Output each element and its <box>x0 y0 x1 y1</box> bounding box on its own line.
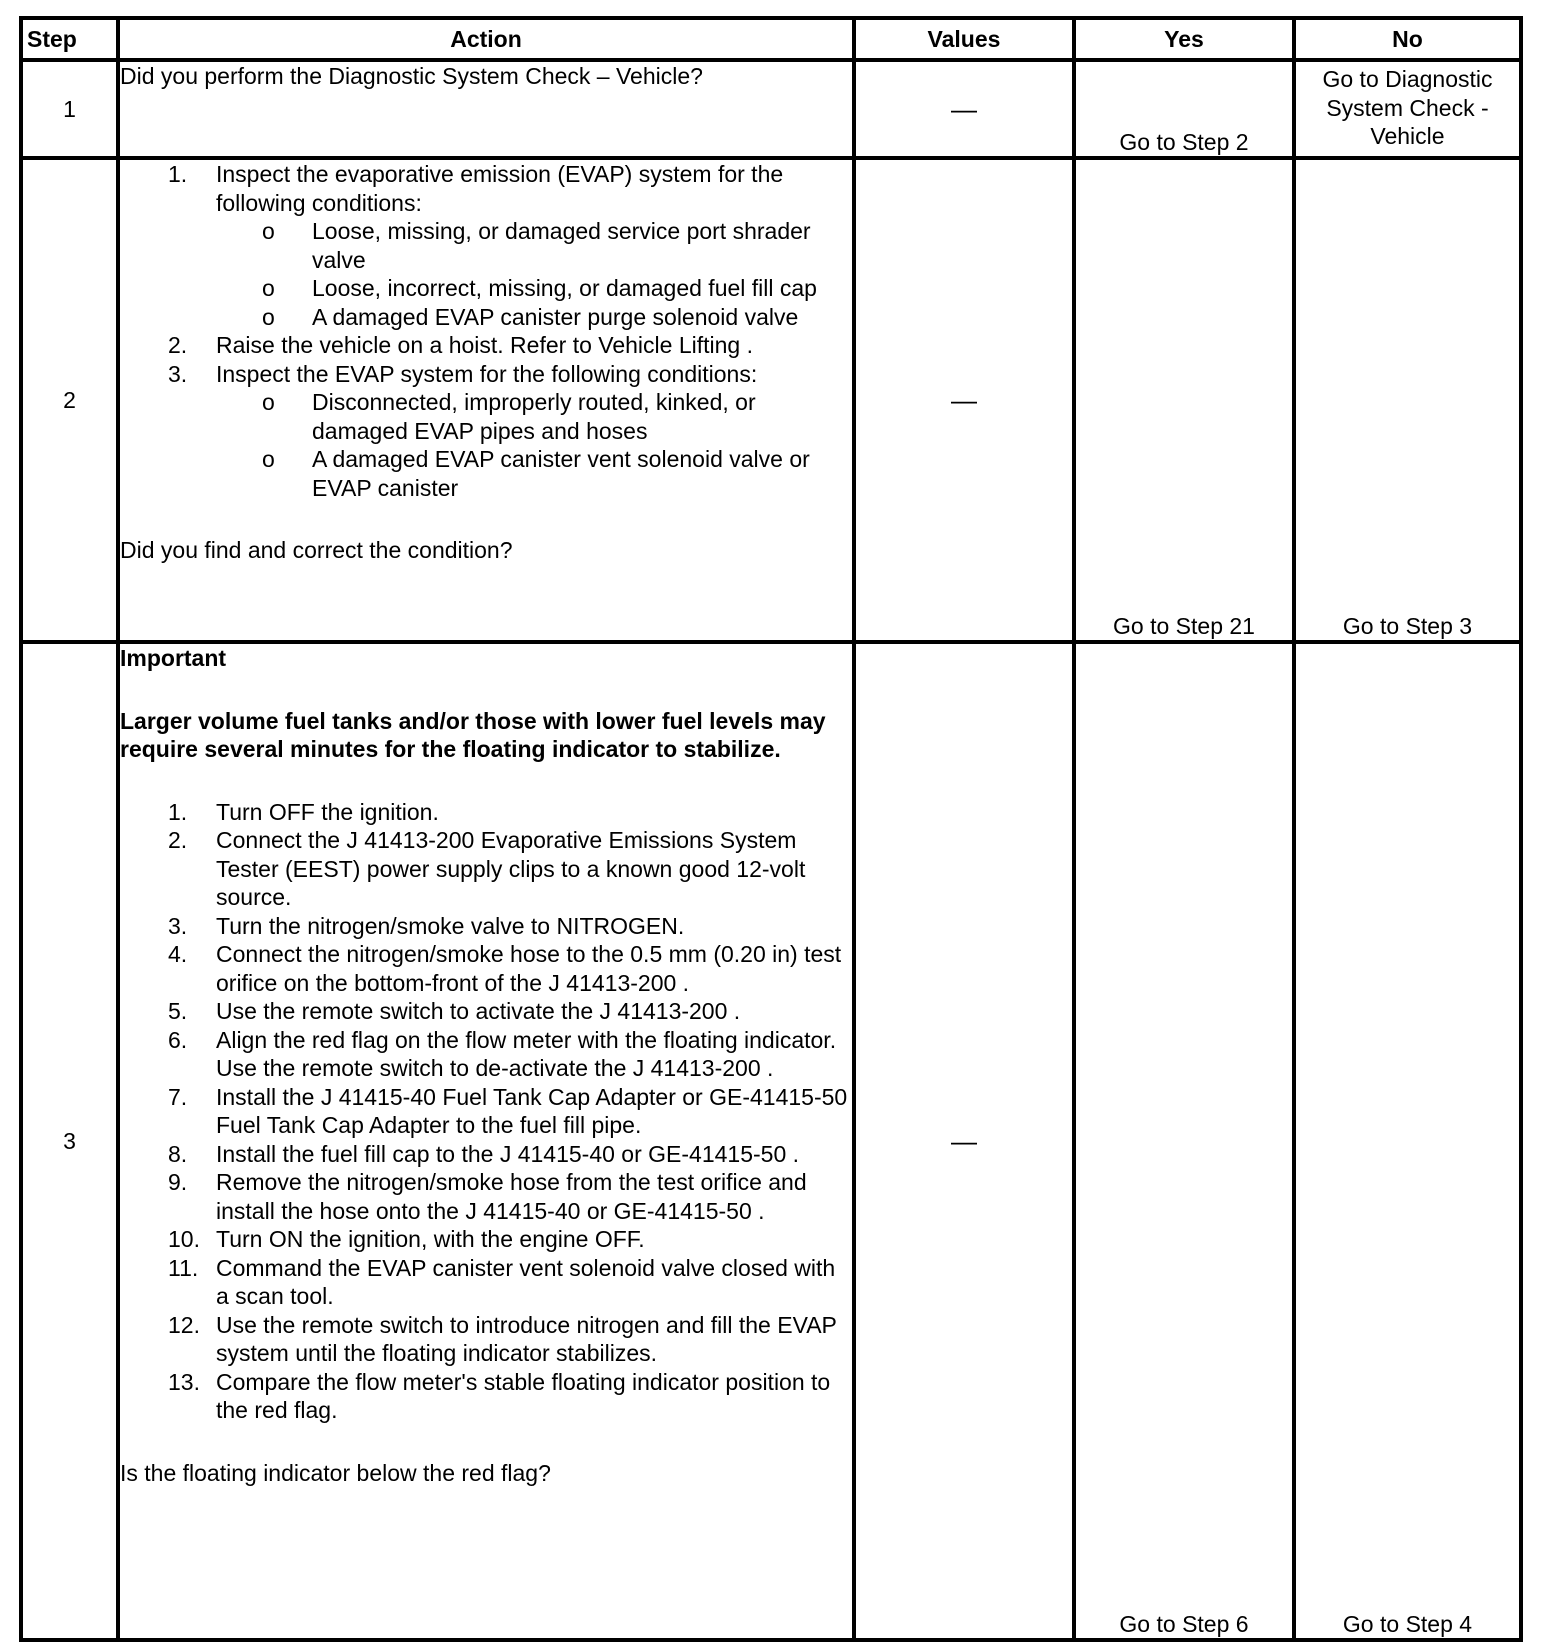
table-row <box>21 60 1521 158</box>
yes-cell: Go to Step 2 <box>1074 60 1294 158</box>
no-cell: Go to Diagnostic System Check - Vehicle <box>1294 60 1521 158</box>
step-number: 2 <box>21 158 118 642</box>
list-item-number: 7. <box>168 1083 188 1110</box>
sub-list-item-text: A damaged EVAP canister purge solenoid valve <box>312 303 799 330</box>
important-title: Important <box>120 645 227 671</box>
values-cell: — <box>854 158 1074 642</box>
no-cell: Go to Step 3 <box>1294 158 1521 642</box>
list-item-text: Use the remote switch to activate the J 41413-200 . <box>216 998 741 1024</box>
sub-list <box>216 217 852 331</box>
important-text: Larger volume fuel tanks and/or those with lower fuel levels may require several minutes for the floating indicator to stabilize. <box>120 707 826 762</box>
no-cell: Go to Step 4 <box>1294 642 1521 1640</box>
list-item-text: Compare the flow meter's stable floating indicator position to the red flag. <box>216 1368 831 1423</box>
bullet-icon: o <box>262 389 275 415</box>
list-item <box>120 912 852 941</box>
list-item-number: 5. <box>168 998 188 1024</box>
action-question: Is the floating indicator below the red flag? <box>120 1459 551 1486</box>
list-item-text: Inspect the evaporative emission (EVAP) system for the following conditions: <box>216 161 784 216</box>
header-action: Action <box>118 18 854 60</box>
list-item <box>120 1168 852 1225</box>
action-cell <box>118 642 854 1640</box>
list-item <box>120 1311 852 1368</box>
sub-list-item <box>216 274 852 303</box>
list-item-text: Turn ON the ignition, with the engine OFF. <box>216 1226 645 1252</box>
sub-list-item-text: Disconnected, improperly routed, kinked, or damaged EVAP pipes and hoses <box>312 389 756 444</box>
yes-cell: Go to Step 21 <box>1074 158 1294 642</box>
sub-list-item <box>216 388 852 445</box>
list-item <box>120 331 852 360</box>
list-item-number: 3. <box>168 912 188 939</box>
list-item-text: Raise the vehicle on a hoist. Refer to Vehicle Lifting . <box>216 332 753 358</box>
list-item <box>120 1254 852 1311</box>
bullet-icon: o <box>262 303 275 330</box>
sub-list-item <box>216 445 852 502</box>
list-item-text: Turn the nitrogen/smoke valve to NITROGEN. <box>216 912 685 939</box>
list-item-text: Connect the nitrogen/smoke hose to the 0.5 mm (0.20 in) test orifice on the bottom-front of the J 41413-200 . <box>216 941 842 996</box>
list-item-number: 2. <box>168 332 188 358</box>
list-item-text: Install the J 41415-40 Fuel Tank Cap Adapter or GE-41415-50 Fuel Tank Cap Adapter to the fuel fill pipe. <box>216 1083 848 1138</box>
header-no: No <box>1294 18 1521 60</box>
list-item-number: 8. <box>168 1140 188 1167</box>
diagnostic-table <box>19 16 1523 1642</box>
yes-cell: Go to Step 6 <box>1074 642 1294 1640</box>
header-row <box>21 18 1521 60</box>
list-item-number: 2. <box>168 827 188 853</box>
bullet-icon: o <box>262 446 275 472</box>
action-cell <box>118 60 854 158</box>
sub-list-item-text: Loose, missing, or damaged service port shrader valve <box>312 218 811 273</box>
action-list <box>120 160 852 502</box>
list-item-number: 4. <box>168 941 188 967</box>
sub-list-item-text: Loose, incorrect, missing, or damaged fuel fill cap <box>312 275 817 301</box>
action-list <box>120 798 852 1425</box>
list-item-text: Install the fuel fill cap to the J 41415-40 or GE-41415-50 . <box>216 1140 800 1167</box>
list-item-number: 9. <box>168 1169 188 1195</box>
list-item-number: 1. <box>168 161 188 187</box>
step-number: 3 <box>21 642 118 1640</box>
list-item-text: Use the remote switch to introduce nitrogen and fill the EVAP system until the floating indicator stabilizes. <box>216 1311 837 1366</box>
list-item <box>120 1026 852 1083</box>
step-number: 1 <box>21 60 118 158</box>
action-question: Did you perform the Diagnostic System Check – Vehicle? <box>120 63 703 89</box>
sub-list-item <box>216 303 852 332</box>
list-item-text: Connect the J 41413-200 Evaporative Emissions System Tester (EEST) power supply clips to a known good 12-volt source. <box>216 827 806 910</box>
sub-list <box>216 388 852 502</box>
bullet-icon: o <box>262 218 275 244</box>
list-item-text: Inspect the EVAP system for the following conditions: <box>216 360 758 387</box>
list-item-number: 6. <box>168 1026 188 1053</box>
list-item <box>120 1225 852 1254</box>
list-item-number: 1. <box>168 798 188 825</box>
list-item-text: Command the EVAP canister vent solenoid valve closed with a scan tool. <box>216 1254 836 1309</box>
header-step: Step <box>21 18 118 60</box>
header-values: Values <box>854 18 1074 60</box>
list-item <box>120 1140 852 1169</box>
list-item <box>120 940 852 997</box>
list-item <box>120 360 852 503</box>
table-row <box>21 158 1521 642</box>
list-item-number: 11. <box>168 1254 199 1281</box>
list-item-text: Align the red flag on the flow meter with the floating indicator. Use the remote switch to de-activate the J 41413-200 . <box>216 1026 837 1081</box>
list-item <box>120 798 852 827</box>
bullet-icon: o <box>262 275 275 301</box>
values-cell: — <box>854 642 1074 1640</box>
action-question: Did you find and correct the condition? <box>120 537 513 563</box>
sub-list-item <box>216 217 852 274</box>
list-item-text: Remove the nitrogen/smoke hose from the test orifice and install the hose onto the J 41415-40 or GE-41415-50 . <box>216 1169 807 1224</box>
list-item-number: 3. <box>168 360 188 387</box>
action-cell <box>118 158 854 642</box>
list-item <box>120 997 852 1026</box>
sub-list-item-text: A damaged EVAP canister vent solenoid valve or EVAP canister <box>312 446 810 501</box>
list-item <box>120 160 852 331</box>
list-item-number: 13. <box>168 1368 200 1395</box>
list-item <box>120 826 852 912</box>
values-cell: — <box>854 60 1074 158</box>
list-item <box>120 1083 852 1140</box>
list-item <box>120 1368 852 1425</box>
list-item-number: 12. <box>168 1311 200 1338</box>
header-yes: Yes <box>1074 18 1294 60</box>
list-item-number: 10. <box>168 1226 200 1252</box>
table-row <box>21 642 1521 1640</box>
list-item-text: Turn OFF the ignition. <box>216 798 439 825</box>
